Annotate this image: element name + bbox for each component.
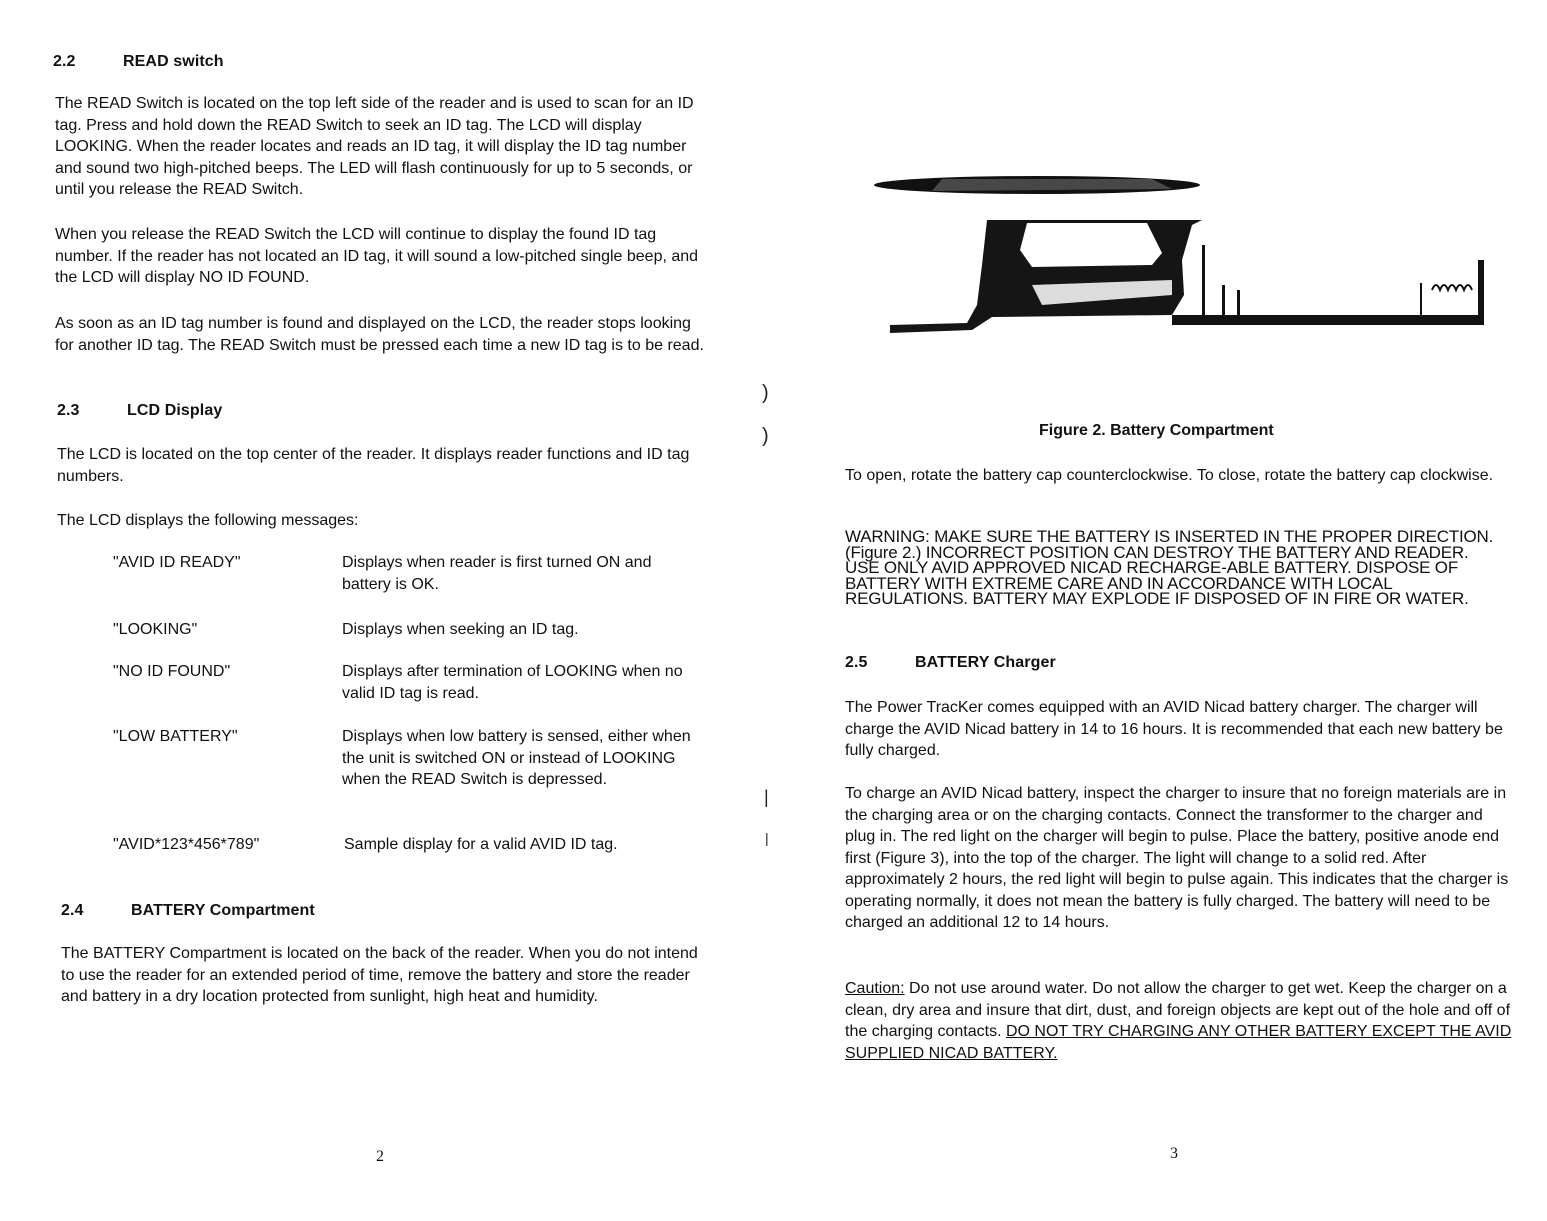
read-switch-paragraph-2: When you release the READ Switch the LCD will continue to display the found ID tag number. If the reader has not located an ID tag, it will sound a low-pitched single beep, and the LCD will display NO ID FOUND.: [55, 226, 699, 286]
section-number: 2.3: [57, 402, 80, 419]
lcd-message-description: Displays after termination of LOOKING when no valid ID tag is read.: [342, 663, 683, 702]
section-2-3-heading: [57, 402, 222, 420]
read-switch-paragraph-1: The READ Switch is located on the top left side of the reader and is used to scan for an ID tag. Press and hold down the READ Switch to seek an ID tag. The LCD will display LOOKING. When the reader locates and reads an ID tag, it will display the ID tag number and sound two high-pitched beeps. The LED will flash continuously for up to 5 seconds, or until you release the READ Switch.: [55, 95, 694, 198]
caution-paragraph: [845, 978, 1515, 1064]
caution-label: Caution:: [845, 980, 905, 997]
right-page: [780, 0, 1547, 1221]
scan-artifact: |: [765, 830, 769, 846]
lcd-message-description: Displays when reader is first turned ON and battery is OK.: [342, 554, 652, 593]
section-title: BATTERY Compartment: [131, 902, 315, 919]
scan-artifact: |: [764, 787, 769, 807]
section-2-5-heading: [845, 654, 1056, 672]
section-number: 2.4: [61, 902, 84, 919]
lcd-message-key: "AVID ID READY": [113, 554, 241, 571]
lcd-message-description: Displays when low battery is sensed, either when the unit is switched ON or instead of LOOKING when the READ Switch is depressed.: [342, 728, 691, 788]
lcd-message-key: "LOOKING": [113, 621, 198, 638]
caution-emphasis: DO NOT TRY CHARGING ANY OTHER BATTERY EXCEPT THE AVID SUPPLIED NICAD BATTERY.: [845, 1023, 1512, 1062]
left-page: [0, 0, 760, 1221]
charger-paragraph-1: The Power TracKer comes equipped with an AVID Nicad battery charger. The charger will charge the AVID Nicad battery in 14 to 16 hours. It is recommended that each new battery be fully charged.: [845, 699, 1503, 759]
section-title: READ switch: [123, 53, 224, 70]
scan-artifact: ): [762, 425, 769, 447]
warning-paragraph: WARNING: MAKE SURE THE BATTERY IS INSERTED IN THE PROPER DIRECTION. (Figure 2.) INCORRECT POSITION CAN DESTROY THE BATTERY AND READER. USE ONLY AVID APPROVED NICAD RECHARGE-ABLE BATTERY. DISPOSE OF BATTERY WITH EXTREME CARE AND IN ACCORDANCE WITH LOCAL REGULATIONS. BATTERY MAY EXPLODE IF DISPOSED OF IN FIRE OR WATER.: [845, 527, 1494, 608]
caution-text: Do not use around water. Do not allow the charger to get wet. Keep the charger on a clean, dry area and insure that dirt, dust, and foreign objects are kept out of the hole and off of the charging contacts.: [845, 980, 1511, 1040]
lcd-message-key: "NO ID FOUND": [113, 663, 231, 680]
battery-compartment-paragraph: The BATTERY Compartment is located on the back of the reader. When you do not intend to use the reader for an extended period of time, remove the battery and store the reader and battery in a dry location protected from sunlight, high heat and humidity.: [61, 945, 698, 1005]
section-2-4-heading: [61, 902, 315, 920]
open-close-paragraph: To open, rotate the battery cap counterclockwise. To close, rotate the battery cap clockwise.: [845, 467, 1494, 484]
section-number: 2.2: [53, 53, 76, 70]
section-2-2-heading: [53, 53, 224, 71]
lcd-message-key: "AVID*123*456*789": [113, 836, 260, 853]
page-number: 2: [376, 1148, 384, 1165]
section-title: LCD Display: [127, 402, 223, 419]
charger-paragraph-2: To charge an AVID Nicad battery, inspect the charger to insure that no foreign materials are in the charging area or on the charging contacts. Connect the transformer to the charger and plug in. The red light on the charger will begin to pulse. Place the battery, positive anode end first (Figure 3), into the top of the charger. The light will change to a solid red. After approximately 2 hours, the red light will begin to pulse again. This indicates that the charger is operating normally, it does not mean the battery is fully charged. The battery will need to be charged an additional 12 to 14 hours.: [845, 785, 1509, 931]
section-title: BATTERY Charger: [915, 654, 1056, 671]
read-switch-paragraph-3: As soon as an ID tag number is found and displayed on the LCD, the reader stops looking for another ID tag. The READ Switch must be pressed each time a new ID tag is to be read.: [55, 315, 704, 354]
lcd-message-description: Sample display for a valid AVID ID tag.: [344, 836, 618, 853]
lcd-message-key: "LOW BATTERY": [113, 728, 238, 745]
lcd-paragraph-1: The LCD is located on the top center of the reader. It displays reader functions and ID tag numbers.: [57, 446, 690, 485]
scan-artifact: ): [762, 382, 769, 404]
page-number: 3: [1170, 1145, 1178, 1162]
lcd-message-description: Displays when seeking an ID tag.: [342, 621, 579, 638]
figure-caption: Figure 2. Battery Compartment: [1039, 422, 1274, 439]
section-number: 2.5: [845, 654, 868, 671]
lcd-paragraph-2: The LCD displays the following messages:: [57, 512, 359, 529]
